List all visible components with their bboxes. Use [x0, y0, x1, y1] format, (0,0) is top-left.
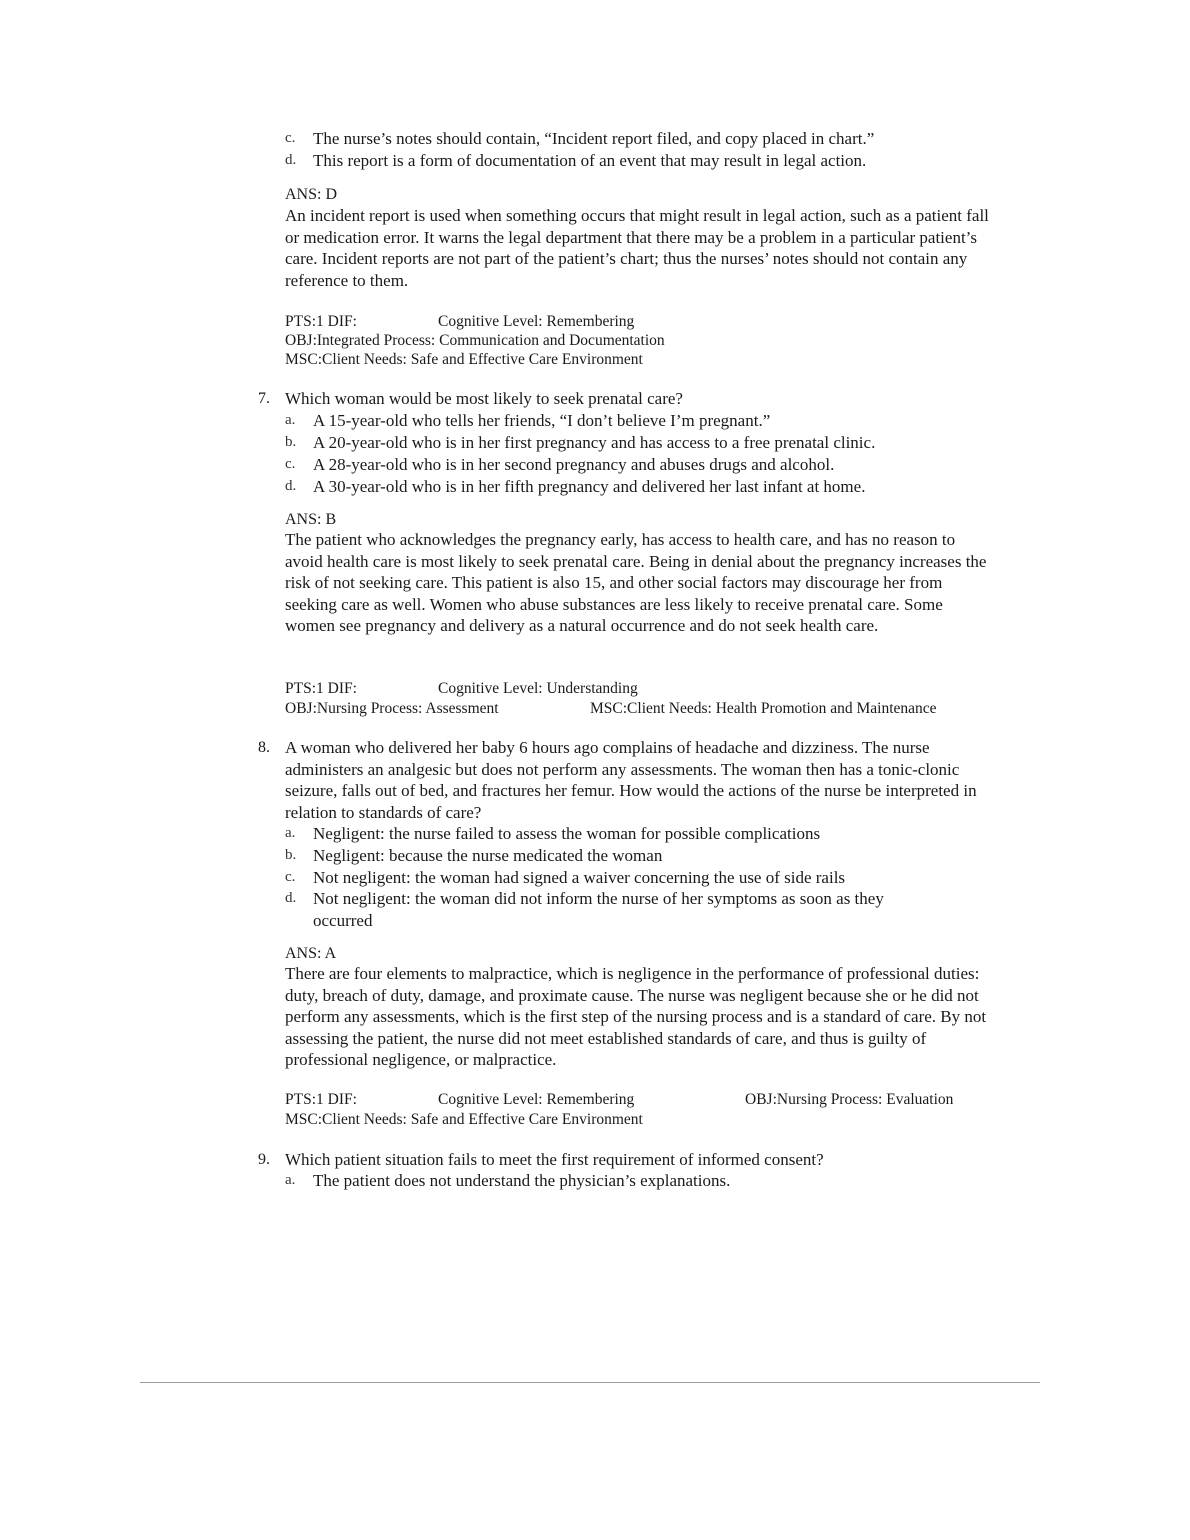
option-d: [285, 476, 1005, 498]
option-a: [285, 823, 1005, 845]
option-letter: b.: [285, 847, 297, 863]
question-number: 7.: [258, 390, 270, 407]
meta-client-needs: MSC:Client Needs: Health Promotion and Maintenance: [590, 700, 937, 717]
rationale: There are four elements to malpractice, which is negligence in the performance of professional duties: duty, breach of duty, damage, and proximate cause. The nurse was negligent because she or he did not perform any assessments, which is the first step of the nursing process and is a standard of care. By not assessing the patient, the nurse did not meet established standards of care, and thus is guilty of professional negligence, or malpractice.: [285, 964, 987, 1069]
question-number: 9.: [258, 1151, 270, 1168]
footer-divider: [140, 1382, 1040, 1383]
option-letter: d.: [285, 478, 297, 494]
option-text: Not negligent: the woman did not inform the nurse of her symptoms as soon as they occurred: [313, 889, 884, 930]
option-letter: d.: [285, 890, 297, 906]
option-a: [285, 410, 1005, 432]
question-stem: Which woman would be most likely to seek prenatal care?: [285, 389, 683, 408]
rationale: An incident report is used when something occurs that might result in legal action, such as a patient fall or medication error. It warns the legal department that there may be a problem in a particular patient’s care. Incident reports are not part of the patient’s chart; thus the nurses’ notes should not contain any reference to them.: [285, 206, 989, 290]
option-text: Not negligent: the woman had signed a waiver concerning the use of side rails: [313, 868, 846, 887]
option-text: A 15-year-old who tells her friends, “I don’t believe I’m pregnant.”: [313, 411, 771, 430]
option-letter: a.: [285, 825, 296, 841]
meta-objective: OBJ:Integrated Process: Communication and Documentation: [285, 332, 665, 349]
option-a: [285, 1170, 1005, 1192]
option-text: Negligent: because the nurse medicated the woman: [313, 846, 663, 865]
option-text: A 20-year-old who is in her first pregnancy and has access to a free prenatal clinic.: [313, 433, 876, 452]
option-b: [285, 432, 1005, 454]
meta-pts: PTS:1 DIF:: [285, 313, 357, 330]
option-letter: a.: [285, 1172, 296, 1188]
option-letter: c.: [285, 869, 296, 885]
option-letter: b.: [285, 434, 297, 450]
option-text: Negligent: the nurse failed to assess the woman for possible complications: [313, 824, 821, 843]
option-text: A 30-year-old who is in her fifth pregnancy and delivered her last infant at home.: [313, 477, 866, 496]
option-b: [285, 845, 1005, 867]
meta-cognitive-level: Cognitive Level: Remembering: [438, 313, 635, 330]
meta-cognitive-level: Cognitive Level: Remembering: [438, 1091, 635, 1108]
option-c: [285, 128, 1005, 150]
question-stem: Which patient situation fails to meet the first requirement of informed consent?: [285, 1150, 824, 1169]
option-text: The patient does not understand the physician’s explanations.: [313, 1171, 731, 1190]
meta-client-needs: MSC:Client Needs: Safe and Effective Care Environment: [285, 1111, 643, 1128]
meta-objective: OBJ:Nursing Process: Evaluation: [745, 1091, 954, 1108]
option-letter: c.: [285, 130, 296, 146]
meta-pts: PTS:1 DIF:: [285, 1091, 357, 1108]
option-text: The nurse’s notes should contain, “Incident report filed, and copy placed in chart.”: [313, 129, 875, 148]
option-letter: a.: [285, 412, 296, 428]
answer-key: ANS: D: [285, 186, 338, 203]
meta-cognitive-level: Cognitive Level: Understanding: [438, 680, 638, 697]
option-letter: c.: [285, 456, 296, 472]
question-number: 8.: [258, 739, 270, 756]
option-letter: d.: [285, 152, 297, 168]
question-stem: A woman who delivered her baby 6 hours ago complains of headache and dizziness. The nurse administers an analgesic but does not perform any assessments. The woman then has a tonic-clonic seizure, falls out of bed, and fractures her femur. How would the actions of the nurse be interpreted in relation to standards of care?: [285, 738, 977, 822]
meta-pts: PTS:1 DIF:: [285, 680, 357, 697]
option-text: This report is a form of documentation of an event that may result in legal action.: [313, 151, 867, 170]
option-c: [285, 867, 1005, 889]
option-text: A 28-year-old who is in her second pregnancy and abuses drugs and alcohol.: [313, 455, 835, 474]
meta-client-needs: MSC:Client Needs: Safe and Effective Care Environment: [285, 351, 643, 368]
answer-key: ANS: A: [285, 945, 337, 962]
meta-objective: OBJ:Nursing Process: Assessment: [285, 700, 499, 717]
option-d: [285, 150, 1005, 172]
answer-key: ANS: B: [285, 511, 337, 528]
option-c: [285, 454, 1005, 476]
rationale: The patient who acknowledges the pregnancy early, has access to health care, and has no reason to avoid health care is most likely to seek prenatal care. Being in denial about the pregnancy increases the risk of not seeking care. This patient is also 15, and other social factors may discourage her from seeking care as well. Women who abuse substances are less likely to receive prenatal care. Some women see pregnancy and delivery as a natural occurrence and do not seek health care.: [285, 530, 987, 635]
option-d: [285, 888, 925, 931]
